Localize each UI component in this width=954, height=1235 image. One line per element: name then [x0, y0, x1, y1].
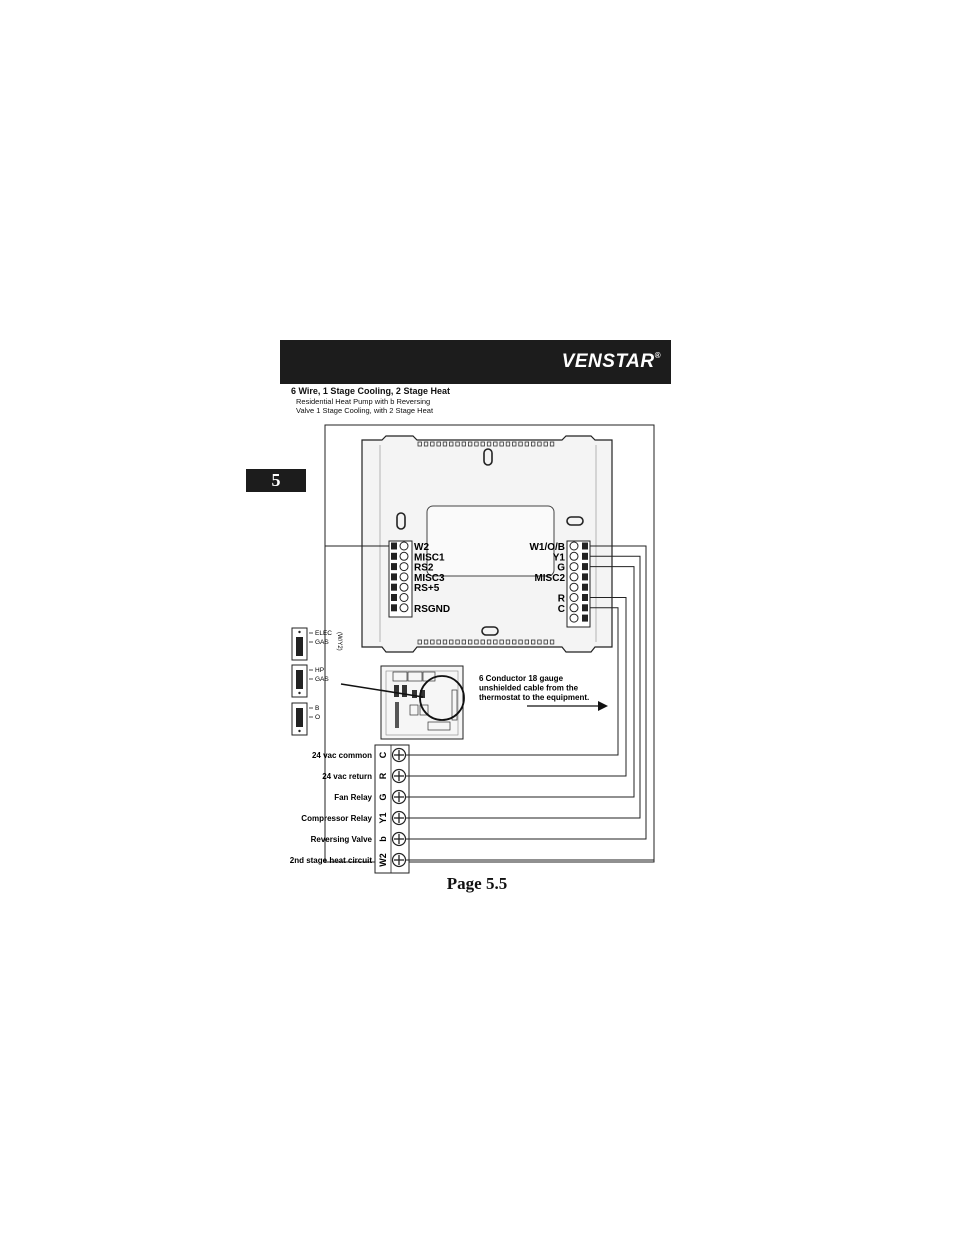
thermostat-subbase — [362, 436, 612, 652]
left-terminal-label: RS+5 — [414, 583, 440, 595]
equipment-terminal-code: W2 — [378, 853, 388, 867]
right-terminal-square — [582, 584, 588, 591]
right-terminal-square — [582, 563, 588, 570]
right-terminal-label: W1/O/B — [529, 542, 565, 553]
jumper-shunt — [296, 637, 303, 656]
right-terminal-square — [582, 604, 588, 611]
equipment-terminal-description: Fan Relay — [334, 793, 372, 802]
equipment-terminal-description: Compressor Relay — [301, 814, 372, 823]
left-terminal-screw — [400, 552, 408, 560]
right-terminal-square — [582, 594, 588, 601]
diagram-title: 6 Wire, 1 Stage Cooling, 2 Stage Heat — [291, 386, 450, 396]
cable-note: 6 Conductor 18 gauge unshielded cable from the thermostat to the equipment. — [479, 674, 590, 702]
right-terminal-square — [582, 553, 588, 560]
equipment-terminal-code: G — [378, 793, 388, 801]
right-terminal-screw — [570, 604, 578, 612]
equipment-terminal-description: Reversing Valve — [310, 835, 372, 844]
equipment-terminal-description: 24 vac return — [322, 772, 372, 781]
jumper-shunt — [296, 708, 303, 727]
left-terminal-screw — [400, 594, 408, 602]
left-terminal-screw — [400, 604, 408, 612]
display-window — [427, 506, 554, 576]
equipment-terminal-code: Y1 — [378, 812, 388, 824]
right-terminal-label: Y1 — [552, 552, 565, 564]
left-terminal-square — [391, 543, 397, 550]
jumper-top-label: ELEC — [315, 630, 332, 637]
jumper-bottom-label: O — [315, 714, 321, 721]
right-terminal-screw — [570, 614, 578, 622]
jumper-group — [292, 628, 342, 735]
section-tab: 5 — [246, 469, 306, 492]
left-terminal-square — [391, 553, 397, 560]
right-terminal-square — [582, 543, 588, 550]
jumper-side-note: (W/Y2) — [336, 632, 342, 651]
left-terminal-label: MISC1 — [414, 552, 445, 564]
right-terminal-screw — [570, 594, 578, 602]
jumper-top-label: B — [315, 705, 320, 712]
right-terminal-label: R — [557, 593, 565, 605]
left-terminal-screw — [400, 542, 408, 550]
right-terminal-screw — [570, 583, 578, 591]
page-label: Page 5.5 — [446, 874, 508, 893]
left-terminal-screw — [400, 573, 408, 581]
equipment-terminal-code: R — [378, 772, 388, 780]
jumper-shunt — [296, 670, 303, 689]
jumper-bottom-label: GAS — [315, 639, 329, 646]
left-terminal-label: MISC3 — [414, 572, 445, 584]
right-terminal-label: G — [557, 562, 565, 574]
left-terminal-label: W2 — [414, 542, 429, 553]
jumper-top-label: HP — [315, 667, 325, 674]
left-terminal-label: RSGND — [414, 603, 451, 615]
equipment-terminal-code: C — [378, 751, 388, 759]
right-terminal-screw — [570, 563, 578, 571]
left-terminal-label: RS2 — [414, 562, 434, 574]
right-terminal-square — [582, 573, 588, 580]
equipment-terminal-description: 24 vac common — [311, 751, 372, 760]
right-terminal-square — [582, 615, 588, 622]
right-terminal-screw — [570, 542, 578, 550]
control-board — [381, 666, 464, 739]
equipment-terminal-description: 2nd stage heat circuit — [289, 856, 372, 865]
right-terminal-screw — [570, 552, 578, 560]
right-terminal-screw — [570, 573, 578, 581]
right-terminal-label: MISC2 — [534, 572, 565, 584]
cable-arrow — [598, 701, 608, 711]
jumper-bottom-label: GAS — [315, 676, 329, 683]
equipment-terminal-code: b — [378, 836, 388, 842]
left-terminal-screw — [400, 583, 408, 591]
left-terminal-square — [391, 604, 397, 611]
left-terminal-square — [391, 584, 397, 591]
right-terminal-label: C — [557, 603, 565, 615]
diagram-description-line-2: Valve 1 Stage Cooling, with 2 Stage Heat — [296, 406, 434, 415]
venstar-logo: VENSTAR® — [561, 351, 661, 372]
diagram-description-line-1: Residential Heat Pump with b Reversing — [296, 397, 431, 406]
left-terminal-square — [391, 594, 397, 601]
left-terminal-square — [391, 573, 397, 580]
left-terminal-square — [391, 563, 397, 570]
left-terminal-screw — [400, 563, 408, 571]
